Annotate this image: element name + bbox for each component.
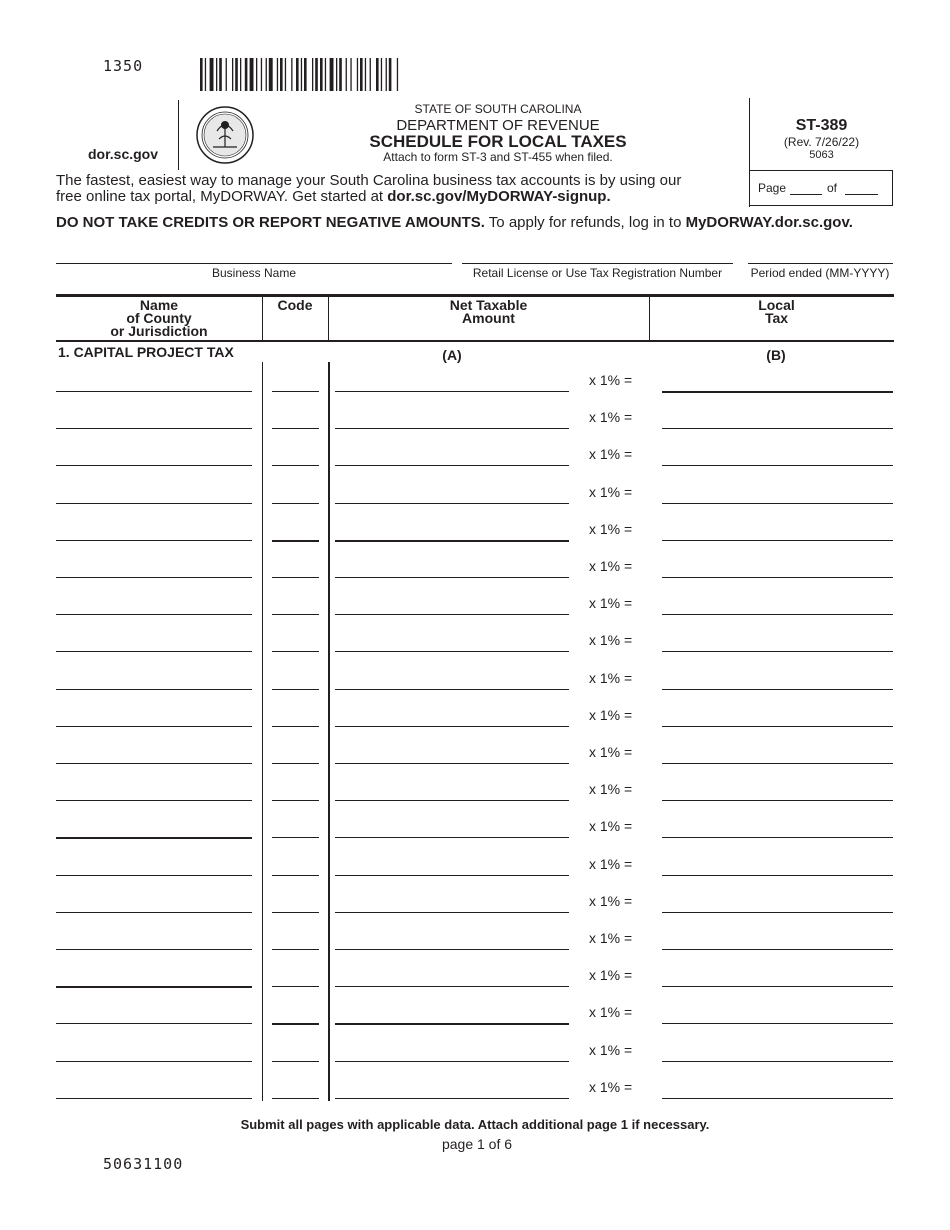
local-tax-input[interactable] [662, 465, 893, 466]
col-header-local [659, 299, 894, 325]
period-ended-label: Period ended (MM-YYYY) [750, 266, 890, 280]
table-row [0, 1037, 950, 1074]
county-name-input[interactable] [56, 577, 252, 578]
multiplier-label: x 1% = [589, 707, 633, 723]
code-input[interactable] [272, 540, 319, 542]
warning-text: To apply for refunds, log in to [484, 214, 686, 231]
table-row [0, 665, 950, 702]
table-row [0, 479, 950, 516]
local-tax-input[interactable] [662, 1098, 893, 1099]
multiplier-label: x 1% = [589, 744, 633, 760]
county-name-input[interactable] [56, 949, 252, 950]
code-input[interactable] [272, 465, 319, 466]
code-input[interactable] [272, 912, 319, 913]
net-taxable-input[interactable] [335, 986, 569, 987]
county-name-input[interactable] [56, 1098, 252, 1099]
county-name-input[interactable] [56, 912, 252, 913]
multiplier-label: x 1% = [589, 409, 633, 425]
multiplier-label: x 1% = [589, 446, 633, 462]
local-tax-input[interactable] [662, 1061, 893, 1062]
col-header-code: Code [277, 297, 313, 313]
code-input[interactable] [272, 614, 319, 615]
table-row [0, 516, 950, 553]
net-taxable-input[interactable] [335, 949, 569, 950]
license-number-label: Retail License or Use Tax Registration Number [472, 266, 723, 280]
county-name-input[interactable] [56, 540, 252, 541]
code-input[interactable] [272, 503, 319, 504]
code-input[interactable] [272, 391, 319, 392]
header-divider-left [178, 100, 179, 170]
page-of-label: of [827, 181, 838, 195]
intro-line-1: The fastest, easiest way to manage your South Carolina business tax accounts is by using our [56, 172, 682, 189]
code-input[interactable] [272, 1023, 319, 1025]
code-input[interactable] [272, 428, 319, 429]
code-input[interactable] [272, 986, 319, 987]
intro-line-2 [56, 188, 611, 205]
local-tax-input[interactable] [662, 689, 893, 690]
code-input[interactable] [272, 1098, 319, 1099]
state-seal-icon [195, 105, 255, 165]
table-row [0, 367, 950, 404]
multiplier-label: x 1% = [589, 893, 633, 909]
code-input[interactable] [272, 1061, 319, 1062]
table-row [0, 776, 950, 813]
net-taxable-input[interactable] [335, 875, 569, 876]
table-row [0, 813, 950, 850]
code-input[interactable] [272, 726, 319, 727]
multiplier-label: x 1% = [589, 521, 633, 537]
local-tax-input[interactable] [662, 726, 893, 727]
county-name-input[interactable] [56, 689, 252, 690]
multiplier-label: x 1% = [589, 484, 633, 500]
net-taxable-input[interactable] [335, 837, 569, 838]
col-header-net [328, 299, 649, 325]
net-taxable-input[interactable] [335, 428, 569, 429]
page-label: Page [758, 181, 787, 195]
local-tax-input[interactable] [662, 577, 893, 578]
multiplier-label: x 1% = [589, 595, 633, 611]
county-name-input[interactable] [56, 763, 252, 764]
signup-link[interactable]: dor.sc.gov/MyDORWAY-signup. [387, 188, 611, 205]
county-name-input[interactable] [56, 1061, 252, 1062]
table-header-rule [56, 340, 894, 342]
table-row [0, 739, 950, 776]
col-b-label: (B) [766, 347, 786, 363]
county-name-input[interactable] [56, 986, 252, 988]
local-tax-input[interactable] [662, 503, 893, 504]
county-name-input[interactable] [56, 503, 252, 504]
multiplier-label: x 1% = [589, 372, 633, 388]
form-id: 5063 [809, 149, 834, 161]
business-name-input[interactable] [56, 263, 452, 264]
page-current-input[interactable] [790, 194, 822, 195]
table-row [0, 553, 950, 590]
net-taxable-input[interactable] [335, 540, 569, 542]
code-input[interactable] [272, 949, 319, 950]
code-input[interactable] [272, 651, 319, 652]
table-row [0, 404, 950, 441]
form-revision: (Rev. 7/26/22) [783, 135, 860, 149]
website-link[interactable]: dor.sc.gov [88, 146, 159, 162]
multiplier-label: x 1% = [589, 1042, 633, 1058]
state-name: STATE OF SOUTH CAROLINA [414, 102, 582, 116]
county-name-input[interactable] [56, 391, 252, 392]
table-row [0, 1074, 950, 1111]
county-name-input[interactable] [56, 651, 252, 652]
net-taxable-input[interactable] [335, 726, 569, 727]
col-header-name-line3: or Jurisdiction [110, 323, 208, 339]
code-input[interactable] [272, 837, 319, 838]
multiplier-label: x 1% = [589, 856, 633, 872]
code-input[interactable] [272, 800, 319, 801]
local-tax-input[interactable] [662, 986, 893, 987]
code-input[interactable] [272, 875, 319, 876]
attach-note: Attach to form ST-3 and ST-455 when filed. [383, 150, 613, 164]
multiplier-label: x 1% = [589, 670, 633, 686]
multiplier-label: x 1% = [589, 632, 633, 648]
net-taxable-input[interactable] [335, 1098, 569, 1099]
county-name-input[interactable] [56, 1023, 252, 1024]
col-a-label: (A) [442, 347, 462, 363]
net-taxable-input[interactable] [335, 391, 569, 392]
net-taxable-input[interactable] [335, 689, 569, 690]
period-ended-input[interactable] [748, 263, 893, 264]
business-name-label: Business Name [211, 266, 297, 280]
local-tax-input[interactable] [662, 949, 893, 950]
county-name-input[interactable] [56, 614, 252, 615]
local-tax-input[interactable] [662, 837, 893, 838]
net-taxable-input[interactable] [335, 1061, 569, 1062]
county-name-input[interactable] [56, 837, 252, 839]
net-taxable-input[interactable] [335, 614, 569, 615]
code-input[interactable] [272, 577, 319, 578]
intro-line-2-text: free online tax portal, MyDORWAY. Get started at [56, 188, 388, 205]
multiplier-label: x 1% = [589, 1004, 633, 1020]
submit-note: Submit all pages with applicable data. Attach additional page 1 if necessary. [240, 1117, 710, 1132]
page-number: page 1 of 6 [441, 1136, 513, 1152]
net-taxable-input[interactable] [335, 912, 569, 913]
net-taxable-input[interactable] [335, 503, 569, 504]
barcode-icon [200, 58, 470, 91]
county-name-input[interactable] [56, 800, 252, 801]
net-taxable-input[interactable] [335, 1023, 569, 1025]
col-header-net-line1: Net Taxable [449, 297, 528, 313]
multiplier-label: x 1% = [589, 1079, 633, 1095]
page-total-input[interactable] [845, 194, 878, 195]
local-tax-input[interactable] [662, 614, 893, 615]
net-taxable-input[interactable] [335, 577, 569, 578]
table-row [0, 999, 950, 1036]
table-row [0, 925, 950, 962]
license-number-input[interactable] [462, 263, 733, 264]
local-tax-input[interactable] [662, 875, 893, 876]
col-header-local-line2: Tax [764, 310, 789, 326]
doc-code: 50631100 [103, 1155, 184, 1173]
net-taxable-input[interactable] [335, 465, 569, 466]
multiplier-label: x 1% = [589, 558, 633, 574]
code-input[interactable] [272, 689, 319, 690]
local-tax-input[interactable] [662, 1023, 893, 1024]
county-name-input[interactable] [56, 875, 252, 876]
local-tax-input[interactable] [662, 428, 893, 429]
section-label: 1. CAPITAL PROJECT TAX [58, 344, 234, 360]
warning-line [56, 214, 853, 231]
col-header-net-line2: Amount [462, 310, 515, 326]
department-name: DEPARTMENT OF REVENUE [396, 117, 600, 134]
col-header-name-line1: Name [139, 297, 179, 313]
form-code: 1350 [103, 57, 144, 75]
table-row [0, 627, 950, 664]
multiplier-label: x 1% = [589, 818, 633, 834]
table-row [0, 962, 950, 999]
table-row [0, 888, 950, 925]
local-tax-input[interactable] [662, 651, 893, 652]
county-name-input[interactable] [56, 465, 252, 466]
table-row [0, 590, 950, 627]
net-taxable-input[interactable] [335, 651, 569, 652]
col-divider-net-header [649, 296, 650, 340]
multiplier-label: x 1% = [589, 967, 633, 983]
county-name-input[interactable] [56, 726, 252, 727]
local-tax-input[interactable] [662, 763, 893, 764]
warning-bold: DO NOT TAKE CREDITS OR REPORT NEGATIVE AMOUNTS. [56, 214, 485, 231]
multiplier-label: x 1% = [589, 781, 633, 797]
table-row [0, 851, 950, 888]
net-taxable-input[interactable] [335, 763, 569, 764]
code-input[interactable] [272, 763, 319, 764]
table-row [0, 702, 950, 739]
col-header-name [56, 299, 262, 338]
table-row [0, 441, 950, 478]
local-tax-input[interactable] [662, 800, 893, 801]
col-header-local-line1: Local [758, 297, 795, 313]
form-title: SCHEDULE FOR LOCAL TAXES [369, 132, 627, 151]
net-taxable-input[interactable] [335, 800, 569, 801]
county-name-input[interactable] [56, 428, 252, 429]
local-tax-input[interactable] [662, 540, 893, 541]
multiplier-label: x 1% = [589, 930, 633, 946]
mydorway-link[interactable]: MyDORWAY.dor.sc.gov. [685, 214, 853, 231]
col-header-name-line2: of County [126, 310, 192, 326]
form-number: ST-389 [795, 117, 848, 134]
local-tax-input[interactable] [662, 912, 893, 913]
local-tax-input[interactable] [662, 391, 893, 393]
